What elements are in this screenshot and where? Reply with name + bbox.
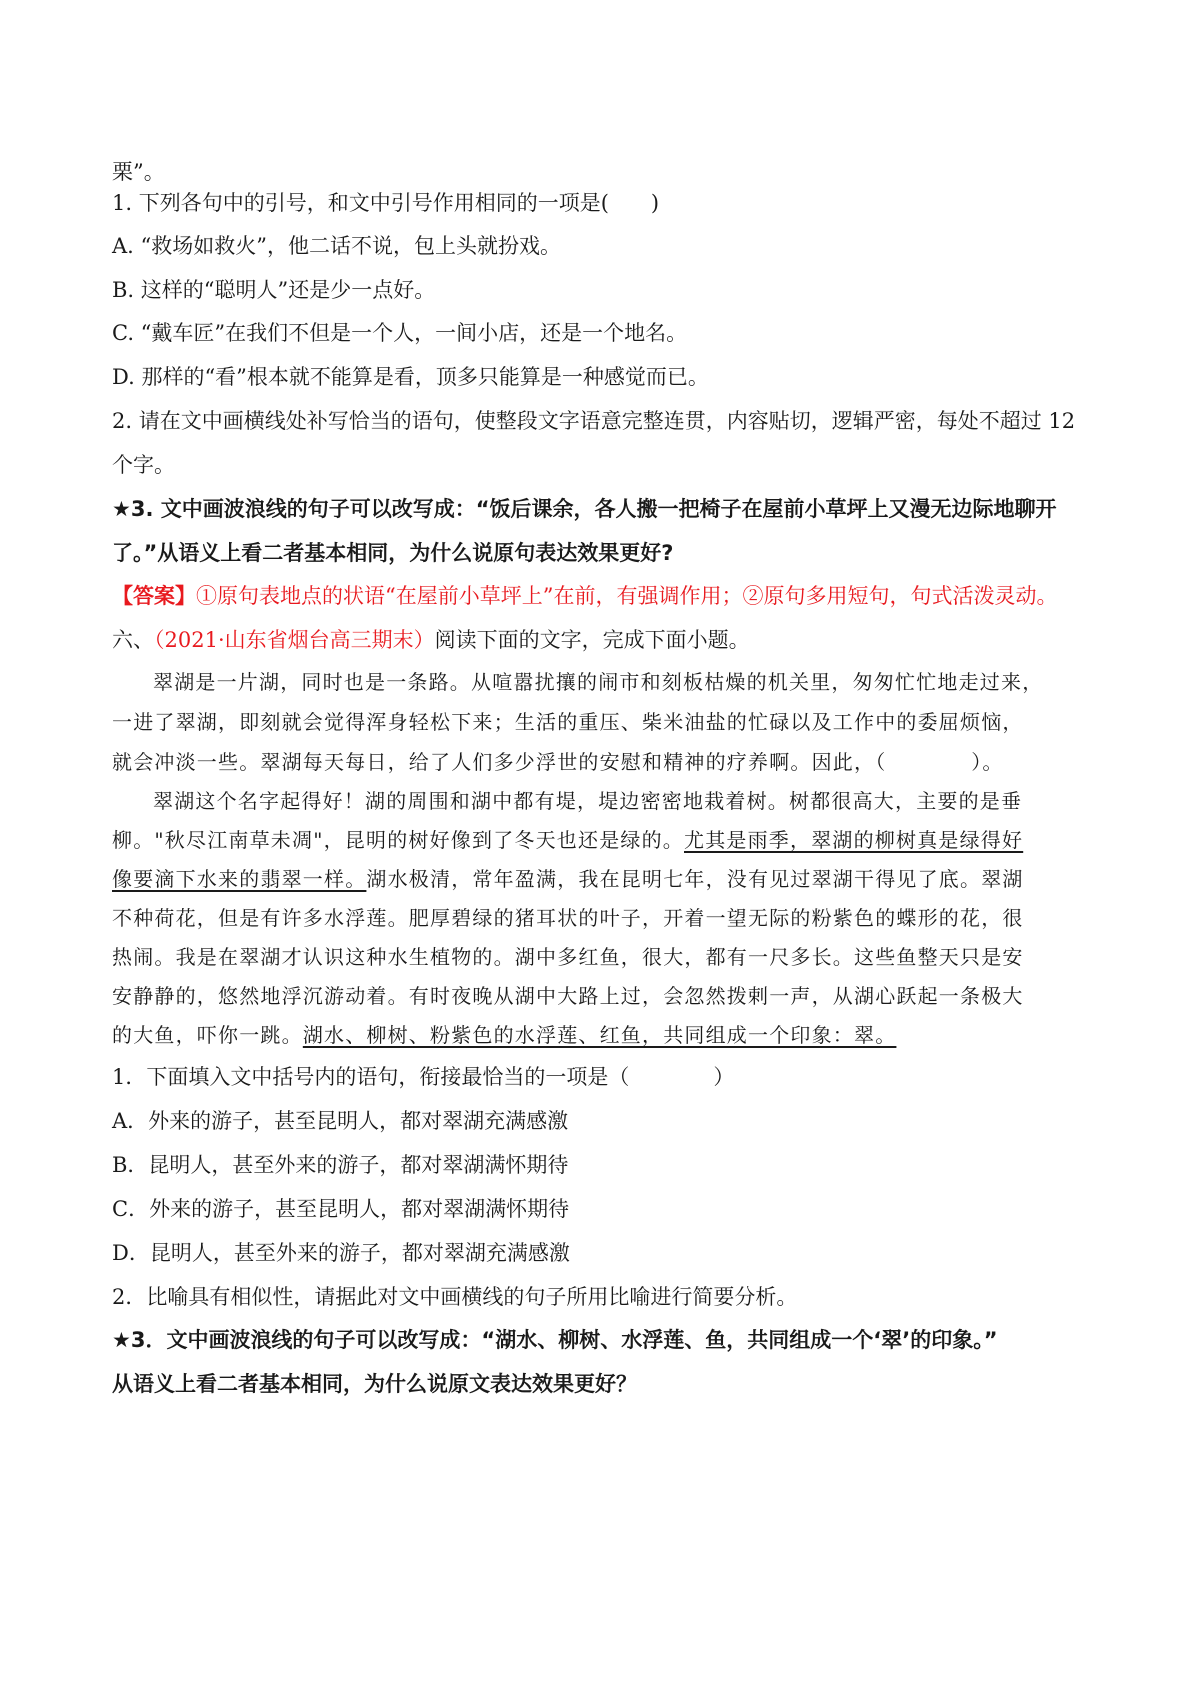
continuation-text: 栗”。 (112, 160, 165, 184)
question-1: 1. 下列各句中的引号，和文中引号作用相同的一项是( ) (112, 191, 660, 215)
answer (112, 580, 1057, 610)
section-instruction: 阅读下面的文字，完成下面小题。 (434, 628, 750, 652)
option-a: A. “救场如救火”，他二话不说，包上头就扮戏。 (112, 234, 561, 258)
passage-p2-line-7 (112, 1019, 896, 1048)
question-2-line-2: 个字。 (112, 453, 175, 477)
s6-option-a: A．外来的游子，甚至昆明人，都对翠湖充满感激 (112, 1109, 569, 1133)
option-d: D. 那样的“看”根本就不能算是看，顶多只能算是一种感觉而已。 (112, 365, 709, 389)
wavy-line-sentence: 湖水、柳树、粉紫色的水浮莲、红鱼，共同组成一个印象：翠。 (302, 1023, 897, 1047)
question-3-line-1: ★3. 文中画波浪线的句子可以改写成：“饭后课余，各人搬一把椅子在屋前小草坪上又漫无边际地聊开 (112, 497, 1057, 521)
s6-question-2: 2．比喻具有相似性，请据此对文中画横线的句子所用比喻进行简要分析。 (112, 1285, 798, 1309)
s6-option-c: C．外来的游子，甚至昆明人，都对翠湖满怀期待 (112, 1197, 570, 1221)
passage-p2-line-3 (112, 863, 1024, 892)
passage-text: 柳。"秋尽江南草未凋"，昆明的树好像到了冬天也还是绿的。 (112, 828, 684, 852)
passage-p2-line-5: 热闹。我是在翠湖才认识这种水生植物的。湖中多红鱼，很大，都有一尺多长。这些鱼整天只是安 (112, 945, 1024, 969)
question-3-line-2: 了。”从语义上看二者基本相同，为什么说原句表达效果更好? (112, 541, 674, 565)
section-6-header (112, 624, 750, 654)
s6-question-1: 1．下面填入文中括号内的语句，衔接最恰当的一项是（ ） (112, 1065, 735, 1089)
section-source: （2021·山东省烟台高三期末） (154, 628, 435, 652)
option-c: C. “戴车匠”在我们不但是一个人，一间小店，还是一个地名。 (112, 321, 688, 345)
answer-text: ①原句表地点的状语“在屋前小草坪上”在前，有强调作用；②原句多用短句，句式活泼灵动。 (196, 584, 1058, 608)
passage-text: 的大鱼，吓你一跳。 (112, 1023, 303, 1047)
section-number: 六、 (112, 628, 154, 652)
passage-text: 湖水极清，常年盈满，我在昆明七年，没有见过翠湖干得见了底。翠湖 (366, 867, 1024, 891)
underlined-sentence-cont: 像要滴下水来的翡翠一样。 (112, 867, 367, 891)
passage-p1-line-3: 就会冲淡一些。翠湖每天每日，给了人们多少浮世的安慰和精神的疗养啊。因此，（ ）。 (112, 750, 1004, 774)
passage-p1-line-1: 翠湖是一片湖，同时也是一条路。从喧嚣扰攘的闹市和刻板枯燥的机关里，匆匆忙忙地走过来， (153, 670, 1044, 694)
answer-tag: 【答案】 (112, 584, 196, 608)
s6-option-b: B．昆明人，甚至外来的游子，都对翠湖满怀期待 (112, 1153, 569, 1177)
passage-p2-line-1: 翠湖这个名字起得好！湖的周围和湖中都有堤，堤边密密地栽着树。树都很高大，主要的是垂 (153, 789, 1023, 813)
question-2-line-1: 2. 请在文中画横线处补写恰当的语句，使整段文字语意完整连贯，内容贴切，逻辑严密，每处不超过 12 (112, 409, 1076, 433)
underlined-sentence: 尤其是雨季，翠湖的柳树真是绿得好 (684, 828, 1024, 852)
s6-question-3-line-1: ★3．文中画波浪线的句子可以改写成：“湖水、柳树、水浮莲、鱼，共同组成一个‘翠’的印象。” (112, 1328, 998, 1352)
passage-p2-line-6: 安静静的，悠然地浮沉游动着。有时夜晚从湖中大路上过，会忽然拨剌一声，从湖心跃起一条极大 (112, 984, 1024, 1008)
option-b: B. 这样的“聪明人”还是少一点好。 (112, 278, 436, 302)
s6-option-d: D．昆明人，甚至外来的游子，都对翠湖充满感激 (112, 1241, 570, 1265)
passage-p1-line-2: 一进了翠湖，即刻就会觉得浑身轻松下来；生活的重压、柴米油盐的忙碌以及工作中的委屈烦恼， (112, 710, 1024, 734)
passage-p2-line-2 (112, 824, 1023, 853)
s6-question-3-line-2: 从语义上看二者基本相同，为什么说原文表达效果更好？ (112, 1372, 637, 1396)
passage-p2-line-4: 不种荷花，但是有许多水浮莲。肥厚碧绿的猪耳状的叶子，开着一望无际的粉紫色的蝶形的花，很 (112, 906, 1024, 930)
